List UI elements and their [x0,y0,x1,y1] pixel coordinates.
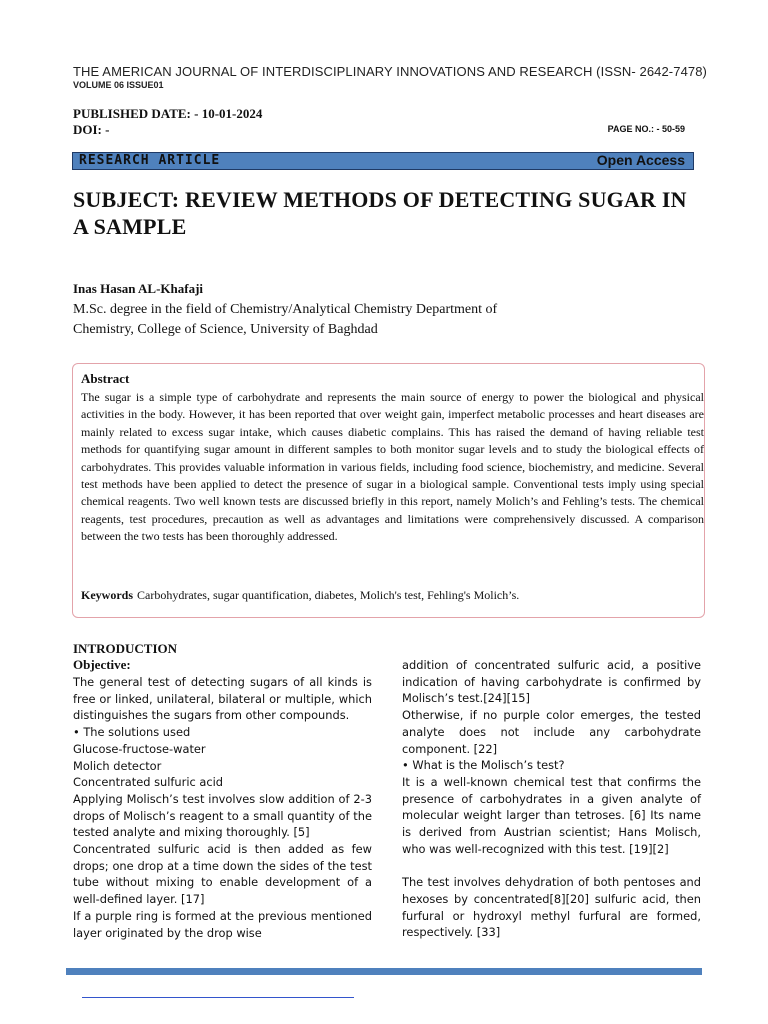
paragraph-spacer [402,857,701,874]
left-paragraph-2: Applying Molisch’s test involves slow addition of 2-3 drops of Molisch’s reagent to a small quantity of the tested analyte and mixing thoroughly. [5] [73,791,372,840]
keywords-list: Carbohydrates, sugar quantification, diabetes, Molich's test, Fehling's Molich’s. [137,588,520,602]
article-type-banner [72,152,694,170]
left-line-glucose: Glucose-fructose-water [73,741,206,756]
affiliation-line-1: M.Sc. degree in the field of Chemistry/Analytical Chemistry Department of [73,302,498,317]
affiliation-line-2: Chemistry, College of Science, University of Baghdad [73,322,378,337]
author-name: Inas Hasan AL-Khafaji [73,281,204,296]
abstract-text: The sugar is a simple type of carbohydrate and represents the main source of energy to power the biological and physical activities in the body. However, it has been reported that over weight gain, imperfect metabolic processes and heart diseases are mainly related to excess sugar intake, which causes diabetic complains. This has raised the demand of having reliable test methods for quantifying sugar amount in different samples to both monitor sugar levels and to study the biological effects of carbohydrates. This provides valuable information in various fields, including food science, biochemistry, and medicine. Several test methods have been applied to detect the presence of sugar in a biological sample. Conventional tests imply using special chemical reagents. Two well known tests are discussed briefly in this report, namely Molich’s and Fehling’s tests. The chemical reagents, test procedures, precaution as well as advantages and limitations were comprehensively discussed. A comparison between the two tests has been thoroughly addressed. [81,390,704,544]
right-paragraph-1: addition of concentrated sulfuric acid, a positive indication of having carbohydrate is confirmed by Molisch’s test.[24][15] [402,658,701,706]
left-paragraph-4: If a purple ring is formed at the previous mentioned layer originated by the drop wise [73,908,372,940]
open-access-label: Open Access [596,152,685,168]
footer-bar [66,968,702,975]
author-affiliation [73,300,593,340]
objective-heading: Objective: [73,657,131,672]
article-title-line-2: A SAMPLE [73,214,187,239]
article-title-line-1: SUBJECT: REVIEW METHODS OF DETECTING SUGAR IN [73,187,687,212]
keywords [81,588,519,603]
left-bullet-solutions: • The solutions used [73,725,191,740]
page-number: PAGE NO.: - 50-59 [607,124,685,134]
article-type-label: RESEARCH ARTICLE [79,153,221,168]
journal-title: THE AMERICAN JOURNAL OF INTERDISCIPLINARY INNOVATIONS AND RESEARCH (ISSN- 2642-7478) [73,64,707,79]
article-title [73,186,713,240]
published-date: PUBLISHED DATE: - 10-01-2024 [73,106,263,121]
footnote-rule [82,997,354,998]
volume-issue: VOLUME 06 ISSUE01 [73,80,164,90]
left-paragraph-1: The general test of detecting sugars of all kinds is free or linked, unilateral, bilateral or multiple, which distinguishes the sugars from other compounds. [73,675,372,723]
introduction-heading: INTRODUCTION [73,641,178,656]
left-line-molich: Molich detector [73,758,162,773]
left-paragraph-3: Concentrated sulfuric acid is then added as few drops; one drop at a time down the sides of the test tube without mixing to enable development of a well-defined layer. [17] [73,842,372,907]
left-line-acid: Concentrated sulfuric acid [73,775,224,790]
right-paragraph-2: Otherwise, if no purple color emerges, the tested analyte does not include any carbohydrate component. [22] [402,708,701,756]
body-left-column [73,674,372,941]
body-right-column [402,657,701,941]
right-paragraph-4: The test involves dehydration of both pentoses and hexoses by concentrated[8][20] sulfuric acid, then furfural or hydroxyl methyl furfural are formed, respectively. [33] [402,875,701,940]
abstract-heading: Abstract [81,371,130,386]
right-paragraph-3: It is a well-known chemical test that confirms the presence of carbohydrates in a given analyte of molecular weight larger than tetroses. [6] Its name is derived from Austrian scientist; Hans Molisch, who was well-recognized with this test. [19][2] [402,774,701,856]
doi: DOI: - [73,122,110,137]
keywords-label: Keywords [81,588,133,602]
right-bullet-question: • What is the Molisch’s test? [402,758,565,773]
